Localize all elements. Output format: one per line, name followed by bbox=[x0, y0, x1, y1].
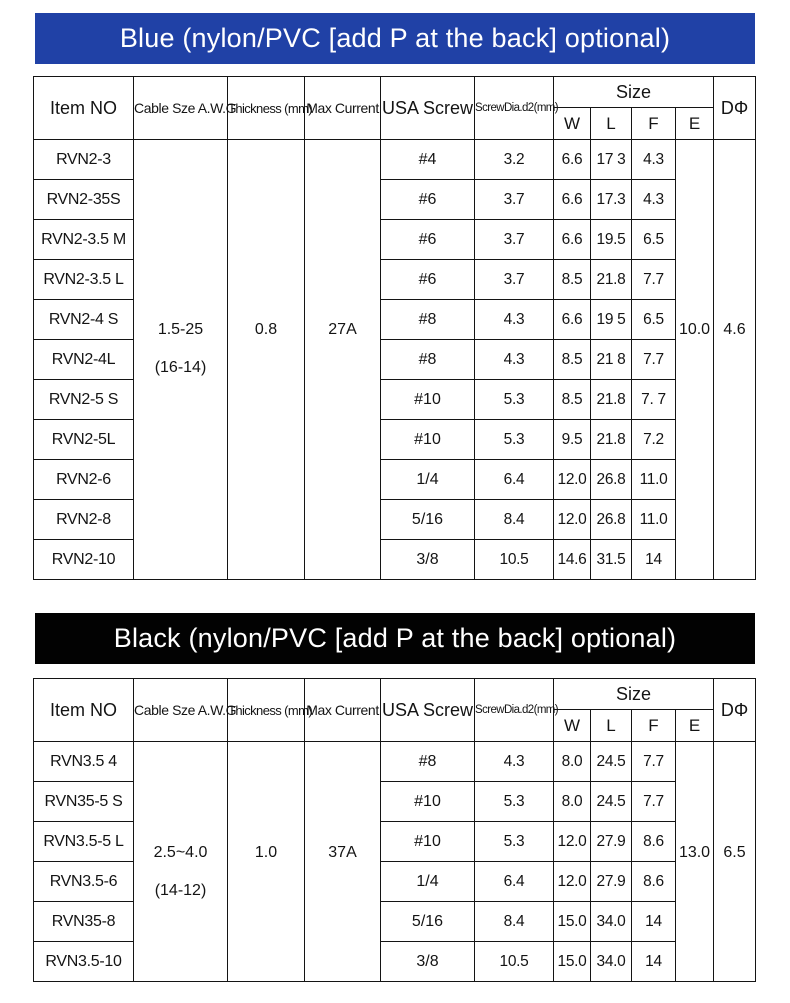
cell-w: 8.0 bbox=[554, 742, 591, 782]
cell-max-current bbox=[305, 742, 381, 982]
cell-l: 31.5 bbox=[591, 540, 632, 580]
cell-l: 34.0 bbox=[591, 942, 632, 982]
cell-f: 11.0 bbox=[632, 460, 676, 500]
blue-banner-title: Blue (nylon/PVC [add P at the back] optional) bbox=[119, 23, 671, 53]
col-header-cable-awg: Cable Sze A.W.G bbox=[134, 77, 228, 140]
cell-usa-screw: #6 bbox=[381, 220, 475, 260]
col-header-e: E bbox=[676, 710, 714, 742]
cell-w: 8.0 bbox=[554, 782, 591, 822]
blue-section-banner bbox=[35, 13, 755, 64]
cell-l: 27.9 bbox=[591, 822, 632, 862]
cell-item-no: RVN35-5 S bbox=[34, 782, 134, 822]
col-header-usa-screw: USA Screw bbox=[381, 77, 475, 140]
table-row bbox=[34, 140, 756, 180]
cell-screw-dia: 8.4 bbox=[475, 902, 554, 942]
cell-usa-screw: #10 bbox=[381, 782, 475, 822]
cell-screw-dia: 5.3 bbox=[475, 380, 554, 420]
cell-w: 8.5 bbox=[554, 380, 591, 420]
col-header-f: F bbox=[632, 108, 676, 140]
cell-w: 9.5 bbox=[554, 420, 591, 460]
cell-l: 26.8 bbox=[591, 460, 632, 500]
cell-w: 6.6 bbox=[554, 300, 591, 340]
cell-f: 7.7 bbox=[632, 742, 676, 782]
cell-thickness bbox=[228, 742, 305, 982]
cell-l: 17 3 bbox=[591, 140, 632, 180]
cell-screw-dia: 8.4 bbox=[475, 500, 554, 540]
e-value: 10.0 bbox=[678, 320, 711, 338]
cell-l: 34.0 bbox=[591, 902, 632, 942]
cell-f: 7.7 bbox=[632, 782, 676, 822]
cell-cable-awg bbox=[134, 742, 228, 982]
col-header-max-current: Max Current bbox=[305, 679, 381, 742]
cell-f: 7.7 bbox=[632, 260, 676, 300]
cell-screw-dia: 10.5 bbox=[475, 540, 554, 580]
cell-f: 14 bbox=[632, 902, 676, 942]
cable-awg-range: 2.5~4.0 bbox=[153, 843, 208, 861]
cell-item-no: RVN2-3 bbox=[34, 140, 134, 180]
cell-item-no: RVN3.5 4 bbox=[34, 742, 134, 782]
cell-item-no: RVN2-4 S bbox=[34, 300, 134, 340]
cell-screw-dia: 4.3 bbox=[475, 340, 554, 380]
cell-f: 4.3 bbox=[632, 140, 676, 180]
col-header-size-group: Size bbox=[554, 77, 714, 108]
cell-item-no: RVN3.5-6 bbox=[34, 862, 134, 902]
black-banner-title: Black (nylon/PVC [add P at the back] optional) bbox=[113, 623, 677, 653]
cell-screw-dia: 3.7 bbox=[475, 260, 554, 300]
dphi-value: 6.5 bbox=[723, 843, 746, 861]
cell-item-no: RVN2-5 S bbox=[34, 380, 134, 420]
cell-l: 21.8 bbox=[591, 420, 632, 460]
cell-usa-screw: #8 bbox=[381, 742, 475, 782]
cell-w: 12.0 bbox=[554, 862, 591, 902]
cell-f: 14 bbox=[632, 942, 676, 982]
cell-thickness bbox=[228, 140, 305, 580]
cell-l: 19 5 bbox=[591, 300, 632, 340]
cell-usa-screw: #6 bbox=[381, 260, 475, 300]
cell-l: 21.8 bbox=[591, 380, 632, 420]
cell-l: 27.9 bbox=[591, 862, 632, 902]
cell-l: 17.3 bbox=[591, 180, 632, 220]
cell-w: 6.6 bbox=[554, 220, 591, 260]
cell-l: 24.5 bbox=[591, 742, 632, 782]
cell-item-no: RVN2-35S bbox=[34, 180, 134, 220]
cell-item-no: RVN2-6 bbox=[34, 460, 134, 500]
cell-w: 12.0 bbox=[554, 460, 591, 500]
col-header-item-no: Item NO bbox=[34, 77, 134, 140]
cell-screw-dia: 4.3 bbox=[475, 742, 554, 782]
cell-f: 8.6 bbox=[632, 862, 676, 902]
cell-usa-screw: #10 bbox=[381, 822, 475, 862]
cell-l: 21 8 bbox=[591, 340, 632, 380]
cell-screw-dia: 3.2 bbox=[475, 140, 554, 180]
cell-usa-screw: 1/4 bbox=[381, 460, 475, 500]
col-header-max-current: Max Current bbox=[305, 77, 381, 140]
cell-usa-screw: #6 bbox=[381, 180, 475, 220]
max-current-value: 37A bbox=[328, 843, 357, 861]
cell-screw-dia: 5.3 bbox=[475, 782, 554, 822]
cell-e bbox=[676, 140, 714, 580]
col-header-size-group: Size bbox=[554, 679, 714, 710]
col-header-usa-screw: USA Screw bbox=[381, 679, 475, 742]
cell-f: 6.5 bbox=[632, 300, 676, 340]
cell-f: 4.3 bbox=[632, 180, 676, 220]
cell-screw-dia: 3.7 bbox=[475, 180, 554, 220]
col-header-w: W bbox=[554, 108, 591, 140]
cell-f: 6.5 bbox=[632, 220, 676, 260]
col-header-l: L bbox=[591, 710, 632, 742]
col-header-thickness: Thickness (mm) bbox=[228, 679, 305, 742]
cell-screw-dia: 6.4 bbox=[475, 862, 554, 902]
table-row bbox=[34, 742, 756, 782]
col-header-thickness: Thickness (mm) bbox=[228, 77, 305, 140]
cell-w: 12.0 bbox=[554, 822, 591, 862]
cell-w: 6.6 bbox=[554, 140, 591, 180]
cell-usa-screw: #4 bbox=[381, 140, 475, 180]
cell-usa-screw: 5/16 bbox=[381, 500, 475, 540]
cell-usa-screw: 5/16 bbox=[381, 902, 475, 942]
cell-usa-screw: #8 bbox=[381, 340, 475, 380]
max-current-value: 27A bbox=[328, 320, 357, 338]
cell-w: 8.5 bbox=[554, 260, 591, 300]
cell-usa-screw: 3/8 bbox=[381, 540, 475, 580]
cell-item-no: RVN3.5-10 bbox=[34, 942, 134, 982]
cell-f: 7.2 bbox=[632, 420, 676, 460]
cell-item-no: RVN2-8 bbox=[34, 500, 134, 540]
col-header-dphi: DΦ bbox=[714, 77, 756, 140]
cell-item-no: RVN2-5L bbox=[34, 420, 134, 460]
cell-f: 14 bbox=[632, 540, 676, 580]
cell-item-no: RVN35-8 bbox=[34, 902, 134, 942]
cell-item-no: RVN2-10 bbox=[34, 540, 134, 580]
cell-usa-screw: #10 bbox=[381, 380, 475, 420]
cable-awg-gauge: (16-14) bbox=[154, 358, 207, 376]
cell-w: 15.0 bbox=[554, 942, 591, 982]
cell-screw-dia: 3.7 bbox=[475, 220, 554, 260]
col-header-l: L bbox=[591, 108, 632, 140]
cable-awg-gauge: (14-12) bbox=[154, 881, 207, 899]
cell-f: 8.6 bbox=[632, 822, 676, 862]
col-header-e: E bbox=[676, 108, 714, 140]
cell-item-no: RVN3.5-5 L bbox=[34, 822, 134, 862]
cell-l: 19.5 bbox=[591, 220, 632, 260]
cell-screw-dia: 5.3 bbox=[475, 822, 554, 862]
thickness-value: 0.8 bbox=[254, 320, 278, 338]
col-header-cable-awg: Cable Sze A.W.G bbox=[134, 679, 228, 742]
black-spec-table bbox=[33, 678, 756, 982]
col-header-item-no: Item NO bbox=[34, 679, 134, 742]
cell-e bbox=[676, 742, 714, 982]
cell-usa-screw: 3/8 bbox=[381, 942, 475, 982]
cell-f: 7.7 bbox=[632, 340, 676, 380]
cell-w: 8.5 bbox=[554, 340, 591, 380]
cell-screw-dia: 4.3 bbox=[475, 300, 554, 340]
col-header-screw-dia: ScrewDia.d2(mm) bbox=[475, 679, 554, 742]
cell-w: 6.6 bbox=[554, 180, 591, 220]
cell-dphi bbox=[714, 742, 756, 982]
cell-screw-dia: 10.5 bbox=[475, 942, 554, 982]
cell-f: 11.0 bbox=[632, 500, 676, 540]
col-header-f: F bbox=[632, 710, 676, 742]
dphi-value: 4.6 bbox=[723, 320, 746, 338]
cell-w: 12.0 bbox=[554, 500, 591, 540]
header-row bbox=[34, 77, 756, 108]
cell-w: 15.0 bbox=[554, 902, 591, 942]
cell-usa-screw: #8 bbox=[381, 300, 475, 340]
cell-screw-dia: 6.4 bbox=[475, 460, 554, 500]
cell-l: 21.8 bbox=[591, 260, 632, 300]
cell-f: 7. 7 bbox=[632, 380, 676, 420]
cell-usa-screw: #10 bbox=[381, 420, 475, 460]
cell-item-no: RVN2-3.5 M bbox=[34, 220, 134, 260]
cell-dphi bbox=[714, 140, 756, 580]
header-row bbox=[34, 679, 756, 710]
cell-l: 24.5 bbox=[591, 782, 632, 822]
cell-w: 14.6 bbox=[554, 540, 591, 580]
col-header-w: W bbox=[554, 710, 591, 742]
col-header-screw-dia: ScrewDia.d2(mm) bbox=[475, 77, 554, 140]
cell-screw-dia: 5.3 bbox=[475, 420, 554, 460]
cell-l: 26.8 bbox=[591, 500, 632, 540]
cell-usa-screw: 1/4 bbox=[381, 862, 475, 902]
e-value: 13.0 bbox=[678, 843, 711, 861]
black-section-banner bbox=[35, 613, 755, 664]
cell-max-current bbox=[305, 140, 381, 580]
cell-item-no: RVN2-3.5 L bbox=[34, 260, 134, 300]
blue-spec-table bbox=[33, 76, 756, 580]
cable-awg-range: 1.5-25 bbox=[157, 320, 204, 338]
cell-item-no: RVN2-4L bbox=[34, 340, 134, 380]
thickness-value: 1.0 bbox=[254, 843, 278, 861]
col-header-dphi: DΦ bbox=[714, 679, 756, 742]
cell-cable-awg bbox=[134, 140, 228, 580]
